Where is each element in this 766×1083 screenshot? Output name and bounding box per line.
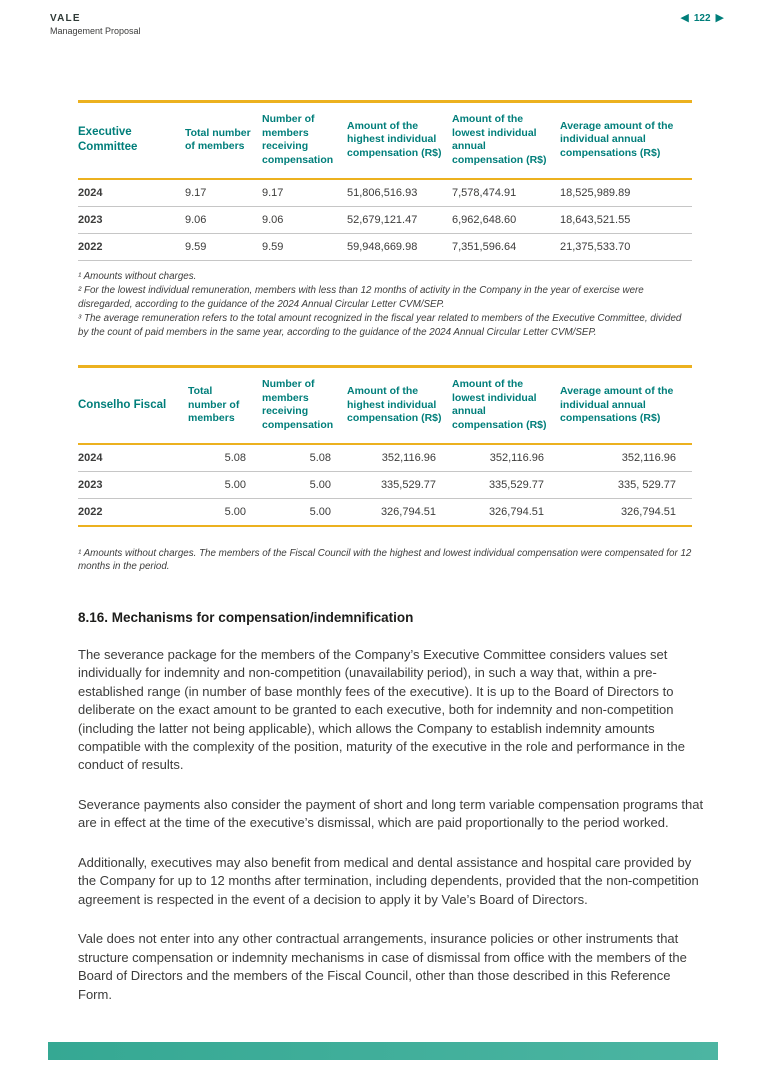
column-header: Amount of the highest individual compensation (R$) — [347, 119, 442, 160]
cell-value: 352,116.96 — [621, 451, 676, 464]
cell-value: 9.59 — [262, 240, 284, 253]
footnote: ² For the lowest individual remuneration, members with less than 12 months of activity in the Company in the year of exercise were disregarded, according to the guidance of the 2024 Annual Circular Letter CVM/SEP. — [78, 285, 644, 310]
column-header: Number of members receiving compensation — [262, 378, 334, 432]
document-title: Management Proposal — [50, 26, 141, 36]
cell-value: 5.08 — [309, 451, 331, 464]
executive-committee-table — [78, 100, 692, 261]
cell-value: 9.17 — [185, 186, 207, 199]
footnote: ¹ Amounts without charges. The members of the Fiscal Council with the highest and lowest individual compensation were compensated for 12 months in the period. — [78, 547, 692, 573]
section-heading: 8.16. Mechanisms for compensation/indemnification — [78, 609, 414, 625]
table-row — [78, 233, 692, 260]
cell-year: 2024 — [78, 186, 103, 199]
cell-year: 2023 — [78, 478, 103, 491]
table-header-row — [78, 367, 692, 444]
column-header: Total number of members — [185, 126, 251, 153]
cell-value: 326,794.51 — [620, 505, 676, 518]
table-row — [78, 444, 692, 472]
cell-value: 326,794.51 — [488, 505, 544, 518]
column-header: Amount of the highest individual compensation (R$) — [347, 384, 442, 425]
next-page-icon[interactable]: ▶ — [715, 12, 724, 24]
cell-year: 2023 — [78, 213, 103, 226]
footnote: ³ The average remuneration refers to the total amount recognized in the fiscal year related to members of the Executive Committee, divided by the count of paid members in the same year, according to the guidance of the 2024 Annual Circular Letter CVM/SEP. — [78, 313, 682, 338]
column-header: Number of members receiving compensation — [262, 113, 334, 166]
cell-value: 6,962,648.60 — [452, 213, 517, 226]
cell-value: 18,525,989.89 — [560, 186, 631, 199]
footer-bar — [48, 1042, 718, 1060]
cell-year: 2024 — [78, 451, 103, 464]
cell-value: 51,806,516.93 — [347, 186, 418, 199]
cell-value: 352,116.96 — [489, 451, 544, 464]
column-header: Average amount of the individual annual compensations (R$) — [560, 384, 674, 425]
table-title: Executive Committee — [78, 126, 138, 154]
cell-value: 352,116.96 — [381, 451, 436, 464]
body-paragraph: Vale does not enter into any other contractual arrangements, insurance policies or other instruments that structure compensation or indemnity mechanisms in case of dismissal from office with the members of the Board of Directors and the members of the Fiscal Council, other than those described in this Reference Form. — [78, 931, 687, 1002]
cell-value: 5.08 — [224, 451, 246, 464]
cell-value: 5.00 — [309, 478, 331, 491]
cell-value: 9.17 — [262, 186, 284, 199]
column-header: Total number of members — [188, 384, 240, 425]
page-content — [78, 100, 706, 1004]
table1-footnotes — [78, 270, 692, 340]
cell-value: 7,578,474.91 — [452, 186, 517, 199]
table-header-row — [78, 102, 692, 179]
prev-page-icon[interactable]: ◀ — [680, 12, 689, 24]
cell-value: 9.06 — [262, 213, 284, 226]
cell-value: 18,643,521.55 — [560, 213, 631, 226]
table-row — [78, 206, 692, 233]
footnote: ¹ Amounts without charges. — [78, 270, 197, 282]
cell-value: 5.00 — [309, 505, 331, 518]
column-header: Average amount of the individual annual compensations (R$) — [560, 119, 674, 160]
cell-year: 2022 — [78, 505, 103, 518]
conselho-fiscal-table — [78, 365, 692, 527]
table-title: Conselho Fiscal — [78, 398, 167, 411]
page-navigation — [680, 13, 724, 24]
table2-footnotes — [78, 547, 692, 574]
table-row — [78, 179, 692, 207]
cell-value: 9.06 — [185, 213, 207, 226]
cell-value: 335,529.77 — [380, 478, 436, 491]
body-paragraph: Severance payments also consider the payment of short and long term variable compensation programs that are in effect at the time of the executive’s dismissal, which are paid proportionally to the period worked. — [78, 796, 704, 831]
cell-value: 9.59 — [185, 240, 207, 253]
page-number: 122 — [693, 13, 711, 24]
column-header: Amount of the lowest individual annual compensation (R$) — [452, 113, 547, 166]
cell-value: 52,679,121.47 — [347, 213, 418, 226]
body-paragraph: Additionally, executives may also benefit from medical and dental assistance and hospital care provided by the Company for up to 12 months after termination, including dependents, provided that the non-competition agreement is respected in the event of a decision to apply it by Vale’s Board of Directors. — [78, 854, 699, 907]
table-row — [78, 471, 692, 498]
body-paragraph: The severance package for the members of the Company’s Executive Committee considers values set individually for indemnity and non-competition (unavailability period), in such a way that, within a pre-established range (in number of base monthly fees of the executive). It is up to the Board of Directors to deliberate on the exact amount to be granted to each executive, both for indemnity and non-competition (including the latter not being applicable), which allows the Company to establish indemnity amounts compatible with the complexity of the position, maturity of the executive in the role and performance in the conduct of results. — [78, 646, 685, 773]
cell-value: 335,529.77 — [488, 478, 544, 491]
cell-value: 335, 529.77 — [617, 478, 676, 491]
cell-value: 21,375,533.70 — [560, 240, 631, 253]
cell-year: 2022 — [78, 240, 103, 253]
cell-value: 5.00 — [224, 478, 246, 491]
cell-value: 7,351,596.64 — [452, 240, 517, 253]
table-row — [78, 498, 692, 526]
cell-value: 5.00 — [224, 505, 246, 518]
cell-value: 59,948,669.98 — [347, 240, 418, 253]
column-header: Amount of the lowest individual annual compensation (R$) — [452, 378, 547, 432]
document-header — [50, 13, 141, 36]
cell-value: 326,794.51 — [380, 505, 436, 518]
brand-name: VALE — [50, 13, 81, 24]
